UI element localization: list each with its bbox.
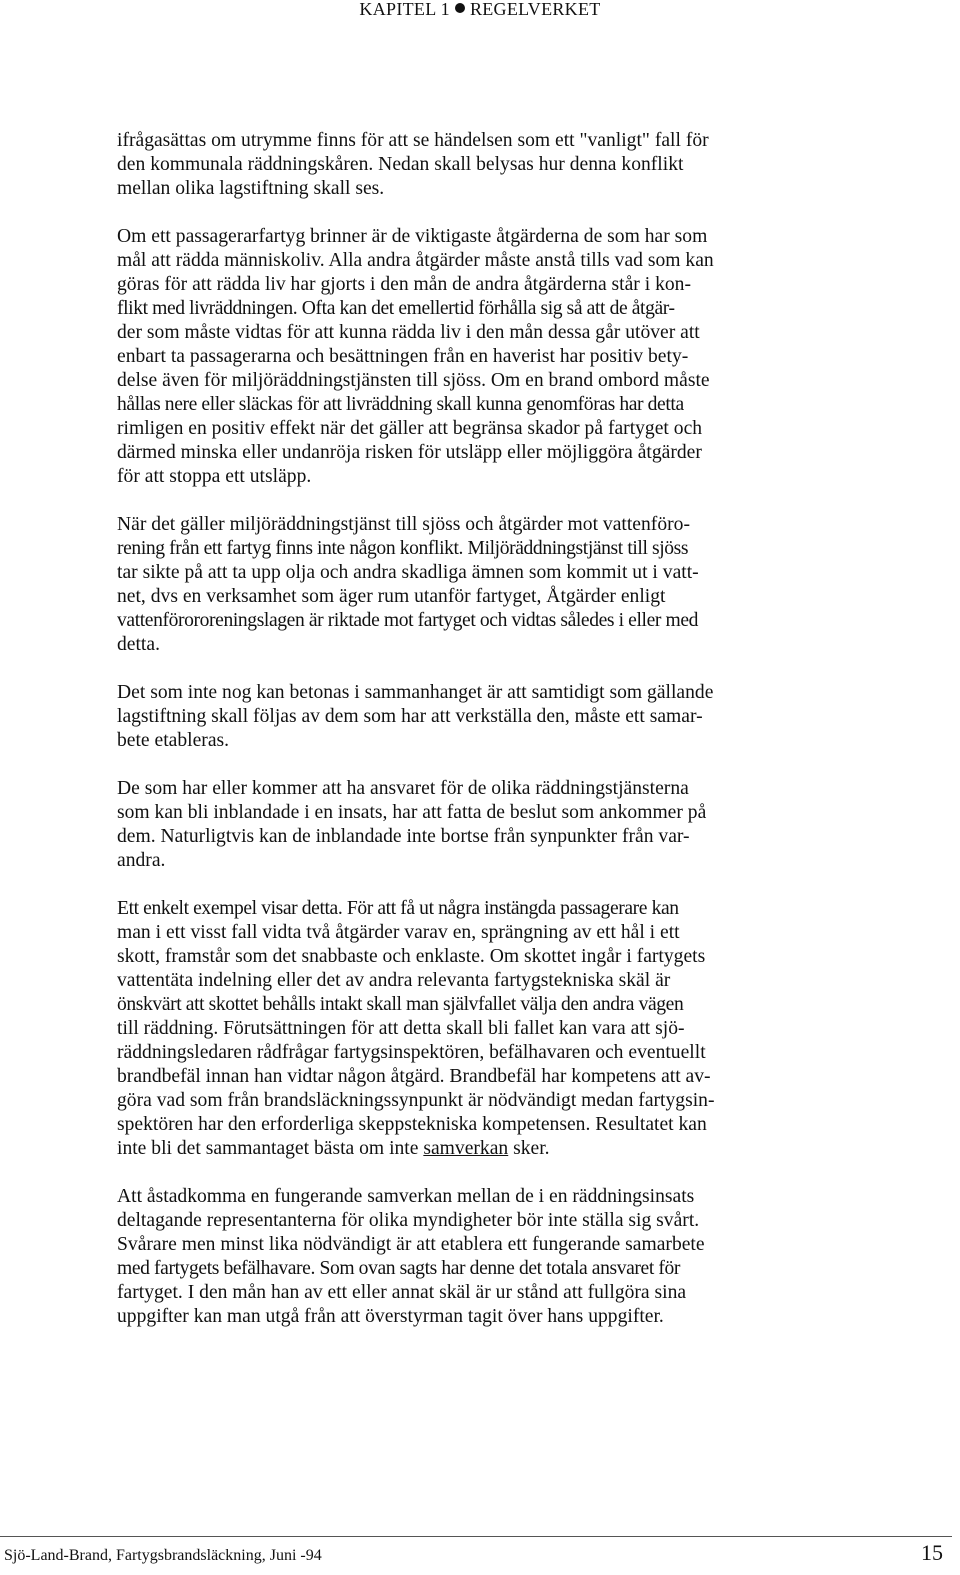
text-line: med fartygets befälhavare. Som ovan sagts har denne det totala ansvaret för [117,1258,681,1279]
text-line: lagstiftning skall följas av dem som har att verkställa den, måste ett samar- [117,706,703,727]
text-line: göra vad som från brandsläckningssynpunkt är nödvändigt medan fartygsin- [117,1090,715,1111]
bullet-separator-icon [455,3,465,13]
text-line: brandbefäl innan han vidtar någon åtgärd. Brandbefäl har kompetens att av- [117,1066,711,1087]
text-line: skott, framstår som det snabbaste och enklaste. Om skottet ingår i fartygets [117,946,706,967]
text-line: räddningsledaren rådfrågar fartygsinspektören, befälhavaren och eventuellt [117,1042,706,1063]
text-line: man i ett visst fall vidta två åtgärder varav en, sprängning av ett hål i ett [117,922,680,943]
text-line: mål att rädda människoliv. Alla andra åtgärder måste anstå tills vad som kan [117,250,714,271]
footer-source: Sjö-Land-Brand, Fartygsbrandsläckning, Juni -94 [4,1547,322,1564]
paragraph-3 [117,513,847,657]
text-line: Svårare men minst lika nödvändigt är att etablera ett fungerande samarbete [117,1234,705,1255]
text-line: tar sikte på att ta upp olja och andra skadliga ämnen som kommit ut i vatt- [117,562,699,583]
paragraph-4 [117,681,847,753]
text-line: Det som inte nog kan betonas i sammanhanget är att samtidigt som gällande [117,682,714,703]
text-line: andra. [117,850,166,871]
footer-divider [0,1536,952,1537]
text-line: dem. Naturligtvis kan de inblandade inte bortse från synpunkter från var- [117,826,690,847]
text-line: uppgifter kan man utgå från att överstyrman tagit över hans uppgifter. [117,1306,664,1327]
text-line: rening från ett fartyg finns inte någon konflikt. Miljöräddningstjänst till sjöss [117,538,689,559]
text-line: bete etableras. [117,730,230,751]
text-line: Ett enkelt exempel visar detta. För att få ut några instängda passagerare kan [117,898,679,919]
paragraph-1 [117,129,847,201]
text-line: för att stoppa ett utsläpp. [117,466,312,487]
header-section: REGELVERKET [469,0,601,19]
text-line: den kommunala räddningskåren. Nedan skall belysas hur denna konflikt [117,154,684,175]
text-line: delse även för miljöräddningstjänsten till sjöss. Om en brand ombord måste [117,370,710,391]
text-line: till räddning. Förutsättningen för att detta skall bli fallet kan vara att sjö- [117,1018,685,1039]
text-line: De som har eller kommer att ha ansvaret för de olika räddningstjänsterna [117,778,689,799]
text-line: spektören har den erforderliga skeppstekniska kompetensen. Resultatet kan [117,1114,707,1135]
text-line: rimligen en positiv effekt när det gäller att begränsa skador på fartyget och [117,418,703,439]
text-line: vattentäta indelning eller det av andra relevanta fartygstekniska skäl är [117,970,671,991]
text-run: sker. [508,1138,550,1159]
text-run: inte bli det sammantaget bästa om inte [117,1138,424,1159]
text-line: enbart ta passagerarna och besättningen från en haverist har positiv bety- [117,346,689,367]
text-line-last [117,1137,847,1161]
text-line: som kan bli inblandade i en insats, har att fatta de beslut som ankommer på [117,802,707,823]
text-line: Om ett passagerarfartyg brinner är de viktigaste åtgärderna de som har som [117,226,708,247]
text-line: vattenförororeningslagen är riktade mot fartyget och vidtas således i eller med [117,610,699,631]
text-line: Att åstadkomma en fungerande samverkan mellan de i en räddningsinsats [117,1186,695,1207]
body-text [117,129,847,1353]
running-header [0,0,960,22]
header-chapter: KAPITEL 1 [359,0,450,19]
paragraph-2 [117,225,847,489]
text-line: därmed minska eller undanröja risken för utsläpp eller möjliggöra åtgärder [117,442,702,463]
text-line: deltagande representanterna för olika myndigheter bör inte ställa sig svårt. [117,1210,700,1231]
text-line: önskvärt att skottet behålls intakt skall man självfallet välja den andra vägen [117,994,684,1015]
underlined-term: samverkan [423,1138,509,1159]
text-line: mellan olika lagstiftning skall ses. [117,178,385,199]
paragraph-5 [117,777,847,873]
paragraph-6 [117,897,847,1161]
page-number: 15 [921,1540,943,1565]
text-line: der som måste vidtas för att kunna rädda liv i den mån dessa går utöver att [117,322,700,343]
text-line: detta. [117,634,160,655]
text-line: göras för att rädda liv har gjorts i den mån de andra åtgärderna står i kon- [117,274,691,295]
text-line: net, dvs en verksamhet som äger rum utanför fartyget, Åtgärder enligt [117,586,666,607]
text-line: flikt med livräddningen. Ofta kan det emellertid förhålla sig så att de åtgär- [117,298,675,319]
text-line: hållas nere eller släckas för att livräddning skall kunna genomföras har detta [117,394,684,415]
text-line: När det gäller miljöräddningstjänst till sjöss och åtgärder mot vattenföro- [117,514,690,535]
paragraph-7 [117,1185,847,1329]
text-line: ifrågasättas om utrymme finns för att se händelsen som ett "vanligt" fall för [117,130,709,151]
text-line: fartyget. I den mån han av ett eller annat skäl är ur stånd att fullgöra sina [117,1282,687,1303]
